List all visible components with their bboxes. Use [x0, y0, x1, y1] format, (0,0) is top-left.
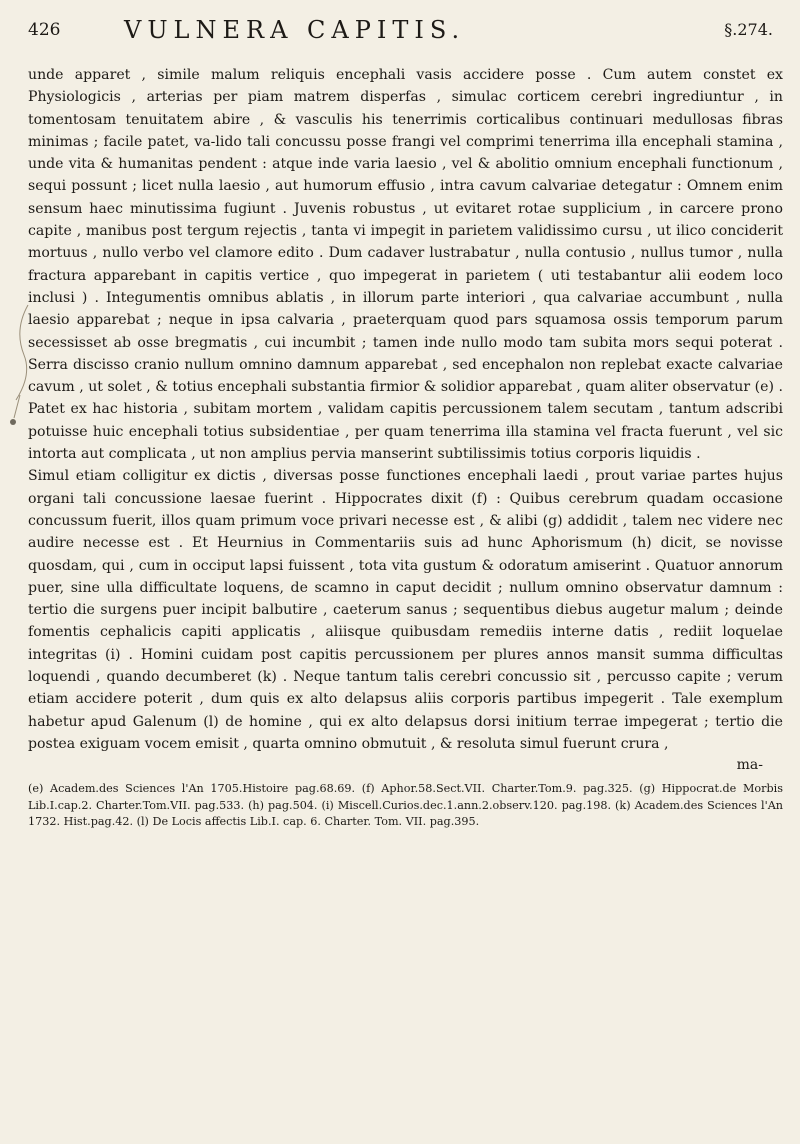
running-title: VULNERA CAPITIS. [124, 16, 466, 44]
running-header [28, 16, 783, 64]
margin-pencil-mark [6, 300, 36, 440]
catchword: ma- [736, 757, 763, 774]
book-page [28, 16, 783, 831]
page-number: 426 [28, 20, 61, 40]
paragraph: Simul etiam colligitur ex dictis , diversas posse functiones encephali laedi , prout variae partes hujus organi tali concussione laesae fuerint . Hippocrates dixit (f) : Quibus cerebrum quadam occasione concussum fuerit, illos quam primum voce privari necesse est , & alibi (g) addidit , talem nec videre nec audire necesse est . Et Heurnius in Commentariis suis ad hunc Aphorismum (h) dicit, se novisse quosdam, qui , cum in occiput lapsi fuissent , tota vita gustum & odoratum amiserint . Quatuor annorum puer, sine ulla difficultate loquens, de scamno in caput decidit ; nullum omnino observatur damnum : tertio die surgens puer incipit balbutire , caeterum sanus ; sequentibus diebus augetur malum ; deinde fomentis cephalicis capiti applicatis , aliisque quibusdam remediis interne datis , rediit loquelae integritas (i) . Homini cuidam post capitis percussionem per plures annos mansit summa difficultas loquendi , quando decumberet (k) . Neque tantum talis cerebri concussio sit , percusso capite ; verum etiam accidere poterit , dum quis ex alto delapsus aliis corporis partibus impegerit . Tale exemplum habetur apud Galenum (l) de homine , qui ex alto delapsus dorsi initium terrae impegerat ; tertio die postea exiguam vocem emisit , quarta omnino obmutuit , & resoluta simul fuerunt crura , [28, 468, 783, 752]
main-text [28, 64, 783, 755]
section-number: §.274. [724, 20, 773, 39]
footnote-block: (e) Academ.des Sciences l'An 1705.Histoire pag.68.69. (f) Aphor.58.Sect.VII. Charter.Tom.9. pag.325. (g) Hippocrat.de Morbis Lib.I.cap.2. Charter.Tom.VII. pag.533. (h) pag.504. (i) Miscell.Curios.dec.1.ann.2.observ.120. pag.198. (k) Academ.des Sciences l'An 1732. Hist.pag.42. (l) De Locis affectis Lib.I. cap. 6. Charter. Tom. VII. pag.395. [28, 782, 783, 829]
footnotes [28, 781, 783, 831]
paragraph: unde apparet , simile malum reliquis encephali vasis accidere posse . Cum autem constet ex Physiologicis , arterias per piam matrem disperfas , simulac corticem cerebri ingrediuntur , in tomentosam tenuitatem abire , & vasculis his tenerrimis corticalibus continuari medullosas fibras minimas ; facile patet, va-lido tali concussu posse frangi vel comprimi tenerrima illa encephali stamina , unde vita & humanitas pendent : atque inde varia laesio , vel & abolitio omnium encephali functionum , sequi possunt ; licet nulla laesio , aut humorum effusio , intra cavum calvariae detegatur : Omnem enim sensum haec minutissima fugiunt . Juvenis robustus , ut evitaret rotae supplicium , in carcere prono capite , manibus post tergum rejectis , tanta vi impegit in parietem validissimo cursu , ut ilico conciderit mortuus , nullo verbo vel clamore edito . Dum cadaver lustrabatur , nulla contusio , nullus tumor , nulla fractura apparebant in capitis vertice , quo impegerat in parietem ( uti testabantur alii eodem loco inclusi ) . Integumentis omnibus ablatis , in illorum parte interiori , qua calvariae accumbunt , nulla laesio apparebat ; neque in ipsa calvaria , praeterquam quod pars squamosa ossis temporum parum secessisset ab osse bregmatis , cui incumbit ; tamen inde nullo modo tam subita mors sequi poterat . Serra discisso cranio nullum omnino damnum apparebat , sed encephalon non replebat exacte calvariae cavum , ut solet , & totius encephali substantia firmior & solidior apparebat , quam aliter observatur (e) . Patet ex hac historia , subitam mortem , validam capitis percussionem talem secutam , tantum adscribi potuisse huic encephali totius subsidentiae , per quam tenerrima illa stamina vel fracta fuerunt , vel sic intorta aut complicata , ut non amplius pervia manserint subtilissimis totius corporis liquidis . [28, 67, 783, 463]
